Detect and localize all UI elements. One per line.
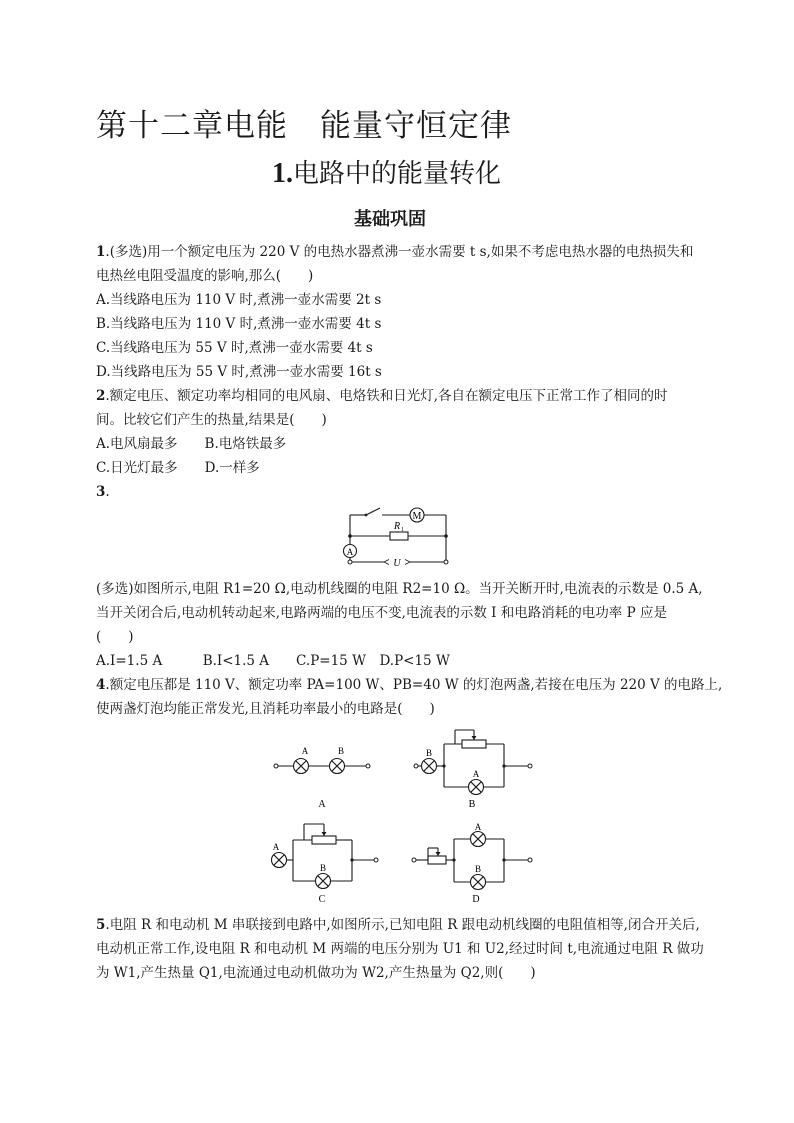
q1-option-d: D.当线路电压为 55 V 时,煮沸一壶水需要 16t s xyxy=(96,364,382,380)
q4-c-lamp-b-label: B xyxy=(319,863,327,873)
q4-a-lamp-b-label: B xyxy=(337,746,345,756)
q4-stem-line1: 4.额定电压都是 110 V、额定功率 PA=100 W、PB=40 W 的灯泡两盏,若接在电压为 220 V 的电路上, xyxy=(96,677,723,693)
q2-number: 2 xyxy=(96,388,106,404)
q4-circuit-d xyxy=(414,839,530,882)
q4-caption-c: C xyxy=(318,894,326,905)
q2-options-ab: A.电风扇最多 B.电烙铁最多 xyxy=(96,436,287,452)
q5-stem-line3: 为 W1,产生热量 Q1,电流通过电动机做功为 W2,产生热量为 Q2,则( ) xyxy=(96,965,536,981)
q4-a-lamp-a-label: A xyxy=(301,746,309,756)
q4-b-lamp-a-label: A xyxy=(472,769,480,779)
section-title-text: 电路中的能量转化 xyxy=(293,159,502,189)
chapter-title: 第十二章电能 能量守恒定律 xyxy=(96,108,512,144)
q1-option-b: B.当线路电压为 110 V 时,煮沸一壶水需要 4t s xyxy=(96,316,382,332)
q4-circuit-diagrams xyxy=(268,720,538,910)
q2-stem-line1: 2.额定电压、额定功率均相同的电风扇、电烙铁和日光灯,各自在额定电压下正常工作了相同的时 xyxy=(96,388,668,404)
section-title xyxy=(272,153,501,190)
q1-number: 1 xyxy=(96,244,106,260)
q4-c-lamp-a-label: A xyxy=(272,842,280,852)
q3-number: 3 xyxy=(96,484,106,500)
q5-number: 5 xyxy=(96,917,106,933)
q3-options: A.I=1.5 A B.I<1.5 A C.P=15 W D.P<15 W xyxy=(96,653,450,669)
motor-label: M xyxy=(412,511,422,522)
q4-b-lamp-b-label: B xyxy=(425,748,433,758)
q4-d-lamp-b-label: B xyxy=(474,864,482,874)
q3-circuit-diagram xyxy=(336,500,456,578)
ammeter-label: A xyxy=(346,547,354,557)
q4-caption-a: A xyxy=(318,799,326,810)
q4-caption-b: B xyxy=(468,799,476,810)
resistor-label-sub: 1 xyxy=(401,527,404,533)
q2-options-cd: C.日光灯最多 D.一样多 xyxy=(96,460,260,476)
q3-stem-line2: 当开关闭合后,电动机转动起来,电路两端的电压不变,电流表的示数 I 和电路消耗的电功率 P 应是 xyxy=(96,605,667,621)
q5-stem-line2: 电动机正常工作,设电阻 R 和电动机 M 两端的电压分别为 U1 和 U2,经过时间 t,电流通过电阻 R 做功 xyxy=(96,941,704,957)
q1-option-c: C.当线路电压为 55 V 时,煮沸一壶水需要 4t s xyxy=(96,340,373,356)
q4-d-lamp-a-label: A xyxy=(474,822,482,832)
q1-stem-line2: 电热丝电阻受温度的影响,那么( ) xyxy=(96,268,314,284)
section-number: 1. xyxy=(272,158,293,189)
q4-caption-d: D xyxy=(472,894,480,905)
subsection-heading: 基础巩固 xyxy=(354,209,426,230)
q2-stem-line2: 间。比较它们产生的热量,结果是( ) xyxy=(96,412,327,428)
q4-number: 4 xyxy=(96,677,106,693)
q5-stem-line1: 5.电阻 R 和电动机 M 串联接到电路中,如图所示,已知电阻 R 跟电动机线圈的电阻值相等,闭合开关后, xyxy=(96,917,700,933)
q1-stem-line1: 1.(多选)用一个额定电压为 220 V 的电热水器煮沸一壶水需要 t s,如果不考虑电热水器的电热损失和 xyxy=(96,244,694,260)
q4-stem-line2: 使两盏灯泡均能正常发光,且消耗功率最小的电路是( ) xyxy=(96,701,435,717)
resistor-label: R xyxy=(394,521,401,532)
q1-option-a: A.当线路电压为 110 V 时,煮沸一壶水需要 2t s xyxy=(96,292,382,308)
voltage-label: U xyxy=(393,558,401,569)
q3-number-line: 3. xyxy=(96,484,110,500)
q3-stem-line1: (多选)如图所示,电阻 R1=20 Ω,电动机线圈的电阻 R2=10 Ω。当开关断开时,电流表的示数是 0.5 A, xyxy=(96,581,703,597)
q3-stem-line3: ( ) xyxy=(96,629,134,645)
